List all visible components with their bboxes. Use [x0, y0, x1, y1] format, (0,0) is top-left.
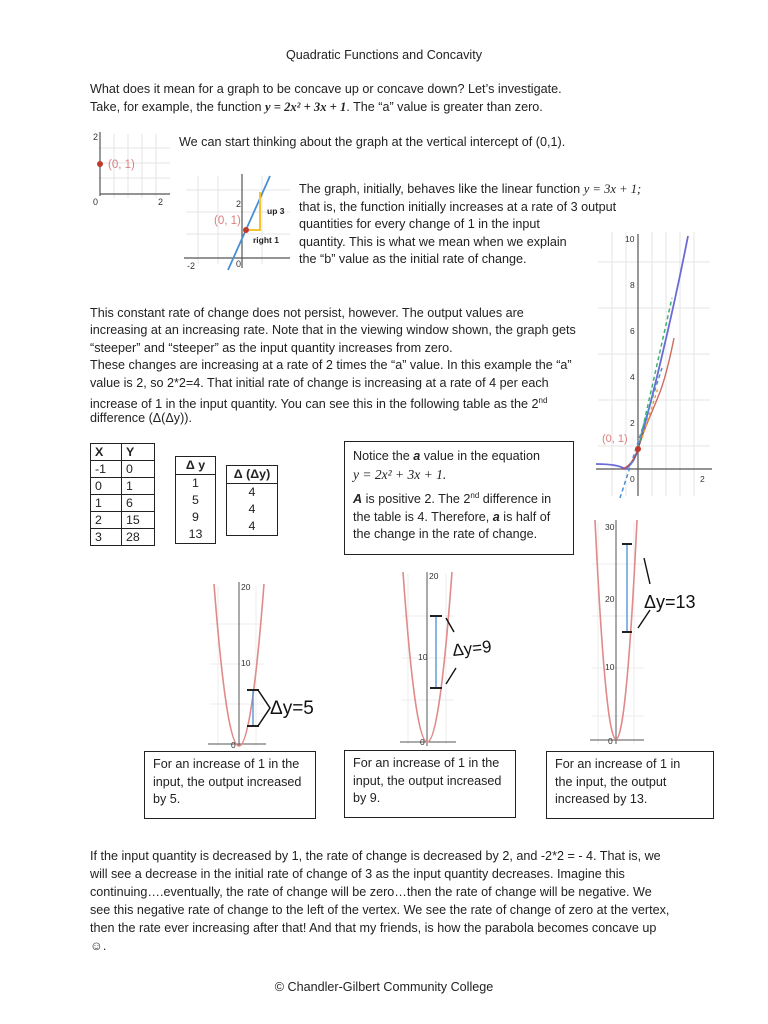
- table-row: [91, 495, 155, 512]
- g3-tick-10: 10: [625, 234, 635, 244]
- xy-cell: 0: [91, 478, 122, 495]
- delta-delta-y-header: Δ (Δy): [227, 466, 278, 484]
- g2-x-tick: -2: [187, 261, 196, 271]
- pg2-tick-20: 20: [429, 571, 439, 581]
- intro-line-2-text: Take, for example, the function: [90, 100, 266, 114]
- xy-header-y: Y: [122, 444, 155, 461]
- pg3-annotation: Δy=13: [644, 592, 696, 612]
- rate-line-5: value is 2, so 2*2=4. That initial rate of change is increasing at a rate of 4 per each: [90, 376, 549, 390]
- notice-line-5: the change in the rate of change.: [353, 527, 538, 542]
- concavity-graph: [592, 228, 716, 508]
- intro-line-2-end: . The “a” value is greater than zero.: [346, 100, 543, 114]
- notice-sup: nd: [470, 491, 480, 500]
- g3-tick-4: 4: [630, 372, 635, 382]
- notice-line-4: [353, 509, 565, 527]
- pg2-tick-10: 10: [418, 652, 428, 662]
- closing-line-4: see this negative rate of change to the left of the vertex. We see the rate of change of zero at the vertex,: [90, 903, 670, 917]
- caption-line: For an increase of 1 in the: [353, 756, 500, 770]
- rate-line-6-text: increase of 1 in the input quantity. You can see this in the following table as the 2: [90, 397, 539, 412]
- xy-cell: 15: [122, 512, 155, 529]
- page-title: Quadratic Functions and Concavity: [285, 48, 482, 62]
- linear-line-5: the “b” value as the initial rate of change.: [299, 252, 527, 266]
- notice-text: is positive 2. The 2: [362, 492, 471, 507]
- rate-superscript: nd: [538, 396, 548, 405]
- g2-y-tick: 2: [236, 199, 242, 209]
- xy-cell: 1: [122, 478, 155, 495]
- notice-A: A: [353, 492, 363, 507]
- delta-y-header: Δ y: [176, 457, 216, 475]
- notice-text: value in the equation: [420, 449, 540, 463]
- notice-line-1: [353, 448, 565, 466]
- caption-line: For an increase of 1 in: [555, 757, 681, 771]
- pg3-tick-30: 30: [605, 522, 615, 532]
- g3-x-origin: 0: [630, 474, 635, 484]
- caption-box-3: [546, 751, 714, 819]
- right1-label: right 1: [253, 235, 279, 245]
- notice-equation: y = 2x² + 3x + 1.: [353, 466, 447, 482]
- concavity-point-label: (0, 1): [602, 433, 628, 445]
- xy-table-header: [91, 444, 155, 461]
- delta-delta-y-cell: 4: [248, 485, 256, 499]
- rate-line-7: difference (Δ(Δy)).: [90, 411, 192, 425]
- g1-x-origin: 0: [93, 197, 99, 207]
- linear-line-2: that is, the function initially increases at a rate of 3 output: [299, 200, 617, 214]
- table-row: [91, 512, 155, 529]
- table-row: [91, 461, 155, 478]
- pg1-tick-10: 10: [241, 658, 251, 668]
- xy-header-x: X: [91, 444, 122, 461]
- linear-line-3: quantities for every change of 1 in the input: [299, 217, 540, 231]
- closing-line-2: will see a decrease in the initial rate of change of 3 as the input quantity decreases. Imagine this: [90, 867, 625, 881]
- intro-equation: y = 2x² + 3x + 1: [265, 100, 347, 114]
- rate-line-1: This constant rate of change does not persist, however. The output values are: [90, 306, 524, 320]
- pg2-annotation: Δy=9: [451, 636, 493, 660]
- rate-line-2: increasing at an increasing rate. Note that in the viewing window shown, the graph gets: [90, 323, 576, 337]
- notice-text: Notice the: [353, 449, 414, 463]
- pg2-tick-0: 0: [420, 737, 425, 747]
- notice-a: a: [413, 449, 421, 463]
- notice-line-3: [353, 487, 565, 509]
- xy-cell: -1: [91, 461, 122, 478]
- caption-box-1: [144, 751, 316, 819]
- intercept-graph: [84, 128, 176, 208]
- caption-line: For an increase of 1 in the: [153, 757, 300, 771]
- caption-line: input, the output increased: [153, 774, 302, 789]
- g3-x-tick: 2: [700, 474, 705, 484]
- pg3-tick-20: 20: [605, 594, 615, 604]
- caption-line: increased by 13.: [555, 792, 648, 806]
- intercept-text: We can start thinking about the graph at the vertical intercept of (0,1).: [179, 135, 566, 149]
- parabola-graph-2: [398, 568, 510, 748]
- xy-cell: 6: [122, 495, 155, 512]
- table-row: [91, 529, 155, 546]
- xy-cell: 0: [122, 461, 155, 478]
- closing-line-3: continuing….eventually, the rate of change will be zero…then the rate of change will be negative. We: [90, 885, 652, 899]
- xy-cell: 28: [122, 529, 155, 546]
- g3-tick-2: 2: [630, 418, 635, 428]
- caption-line: input, the output increased: [353, 773, 502, 788]
- delta-y-cell: 9: [192, 510, 199, 524]
- linear-line-1: [299, 181, 641, 199]
- xy-cell: 2: [91, 512, 122, 529]
- delta-delta-y-cell: 4: [248, 519, 256, 533]
- g2-x-origin: 0: [236, 259, 242, 269]
- delta-y-cell: 1: [192, 476, 199, 490]
- caption-line: by 9.: [353, 791, 381, 805]
- parabola-graph-1: [204, 578, 334, 750]
- closing-line-1: If the input quantity is decreased by 1, the rate of change is decreased by 2, and -2*2 = - 4. That is, we: [90, 849, 661, 863]
- intercept-point-label: (0, 1): [108, 159, 135, 171]
- closing-line-6: ☺.: [90, 939, 107, 953]
- delta-y-cell: 13: [188, 527, 203, 541]
- slope-graph: [178, 172, 294, 272]
- caption-box-2: [344, 750, 516, 818]
- g1-y-tick: 2: [93, 132, 99, 142]
- g1-x-tick: 2: [158, 197, 164, 207]
- intro-line-1: What does it mean for a graph to be concave up or concave down? Let’s investigate.: [90, 82, 562, 96]
- g3-tick-6: 6: [630, 326, 635, 336]
- linear-line-4: quantity. This is what we mean when we explain: [299, 235, 567, 249]
- pg1-tick-20: 20: [241, 582, 251, 592]
- notice-text: the table is 4. Therefore,: [353, 509, 493, 524]
- caption-line: by 5.: [153, 792, 181, 806]
- delta-delta-y-table: [226, 465, 278, 536]
- pg3-tick-10: 10: [605, 662, 615, 672]
- delta-delta-y-cell: 4: [248, 502, 256, 516]
- pg1-tick-0: 0: [231, 740, 236, 750]
- notice-a: a: [492, 509, 500, 524]
- footer-copyright: © Chandler-Gilbert Community College: [274, 980, 494, 994]
- xy-cell: 3: [91, 529, 122, 546]
- xy-cell: 1: [91, 495, 122, 512]
- linear-equation: y = 3x + 1;: [583, 182, 642, 196]
- rate-line-4: These changes are increasing at a rate of 2 times the “a” value. In this example the “a”: [90, 358, 572, 372]
- delta-y-table: [175, 456, 216, 544]
- table-row: [91, 478, 155, 495]
- parabola-graph-3: [588, 516, 718, 748]
- caption-line: the input, the output: [555, 774, 667, 789]
- delta-y-cell: 5: [192, 493, 199, 507]
- g3-tick-8: 8: [630, 280, 635, 290]
- slope-point-label: (0, 1): [214, 215, 241, 227]
- notice-text: is half of: [499, 509, 551, 524]
- pg3-tick-0: 0: [608, 736, 613, 746]
- intro-line-2: [90, 99, 543, 117]
- up3-label: up 3: [267, 206, 285, 216]
- rate-line-3: “steeper” and “steeper” as the input quantity increases from zero.: [90, 341, 453, 355]
- pg1-annotation: Δy=5: [270, 698, 314, 719]
- notice-text: difference in: [479, 492, 552, 507]
- xy-table: [90, 443, 155, 546]
- closing-line-5: then the rate ever increasing after that! And that my friends, is how the parabola becomes concave up: [90, 921, 657, 935]
- notice-box: [344, 441, 574, 555]
- linear-line-1-text: The graph, initially, behaves like the linear function: [299, 182, 584, 196]
